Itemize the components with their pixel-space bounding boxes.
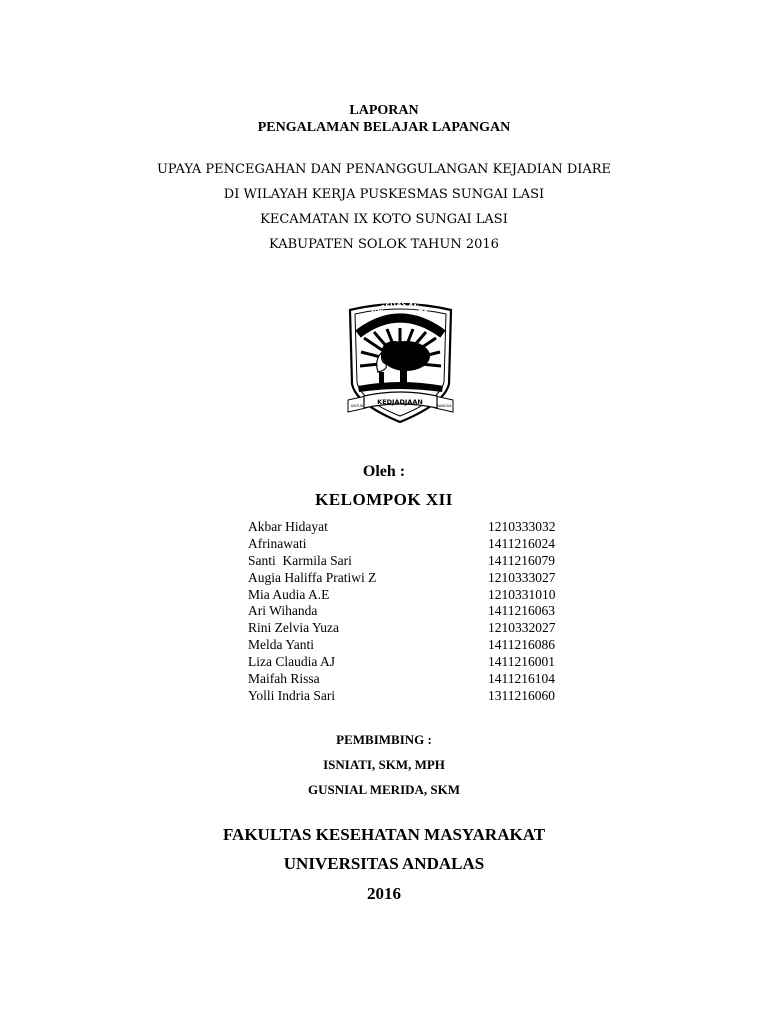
group-name: KELOMPOK XII: [315, 490, 453, 509]
member-nim: 1411216086: [488, 637, 555, 653]
report-heading: LAPORAN: [349, 103, 419, 118]
logo-text-right: BANGSA: [436, 404, 452, 408]
member-nim: 1210332027: [488, 620, 556, 636]
member-row: [248, 688, 568, 705]
member-row: [248, 637, 568, 654]
advisor-label: PEMBIMBING :: [336, 732, 432, 747]
member-list: [248, 519, 568, 705]
member-row: [248, 603, 568, 620]
member-row: [248, 671, 568, 688]
member-name: Rini Zelvia Yuza: [248, 620, 339, 636]
member-nim: 1210331010: [488, 586, 556, 602]
member-nim: 1411216104: [488, 671, 555, 687]
member-row: [248, 587, 568, 604]
university-logo: [344, 300, 457, 426]
member-nim: 1210333032: [488, 519, 556, 534]
member-name: Yolli Indria Sari: [248, 687, 336, 703]
topic-line-1: UPAYA PENCEGAHAN DAN PENANGGULANGAN KEJADIAN DIARE: [156, 162, 612, 177]
advisor-name-2: GUSNIAL MERIDA, SKM: [307, 782, 461, 797]
member-name: Santi Karmila Sari: [248, 552, 352, 568]
member-row: [248, 570, 568, 587]
topic-line-4: KABUPATEN SOLOK TAHUN 2016: [269, 237, 499, 252]
member-name: Augia Haliffa Pratiwi Z: [248, 569, 377, 585]
member-name: Liza Claudia AJ: [248, 654, 335, 670]
member-name: Maifah Rissa: [248, 671, 320, 687]
member-nim: 1311216060: [488, 687, 555, 703]
member-name: Ari Wihanda: [248, 603, 318, 619]
by-label: Oleh :: [362, 463, 406, 480]
member-row: [248, 654, 568, 671]
member-row: [248, 620, 568, 637]
member-name: Mia Audia A.E: [248, 586, 330, 602]
member-name: Melda Yanti: [248, 637, 315, 653]
member-nim: 1411216024: [488, 535, 555, 551]
member-nim: 1411216079: [488, 552, 555, 568]
member-name: Akbar Hidayat: [248, 519, 328, 534]
university-name: UNIVERSITAS ANDALAS: [283, 854, 485, 873]
member-nim: 1210333027: [488, 569, 556, 585]
report-subheading: PENGALAMAN BELAJAR LAPANGAN: [257, 120, 511, 135]
topic-line-3: KECAMATAN IX KOTO SUNGAI LASI: [260, 212, 508, 227]
member-row: [248, 536, 568, 553]
advisor-name-1: ISNIATI, SKM, MPH: [323, 757, 445, 772]
topic-line-2: DI WILAYAH KERJA PUSKESMAS SUNGAI LASI: [223, 187, 545, 202]
member-nim: 1411216063: [488, 603, 555, 619]
member-nim: 1411216001: [488, 654, 555, 670]
member-row: [248, 553, 568, 570]
logo-text-top: UNIVERSITAS ANDALAS: [361, 301, 440, 326]
member-row: [248, 519, 568, 536]
member-name: Afrinawati: [248, 535, 307, 551]
year: 2016: [367, 884, 401, 903]
logo-text-left: UNTUK: [350, 404, 364, 408]
faculty-name: FAKULTAS KESEHATAN MASYARAKAT: [222, 825, 546, 844]
logo-text-ribbon: KEDJADJAAN: [377, 398, 423, 406]
